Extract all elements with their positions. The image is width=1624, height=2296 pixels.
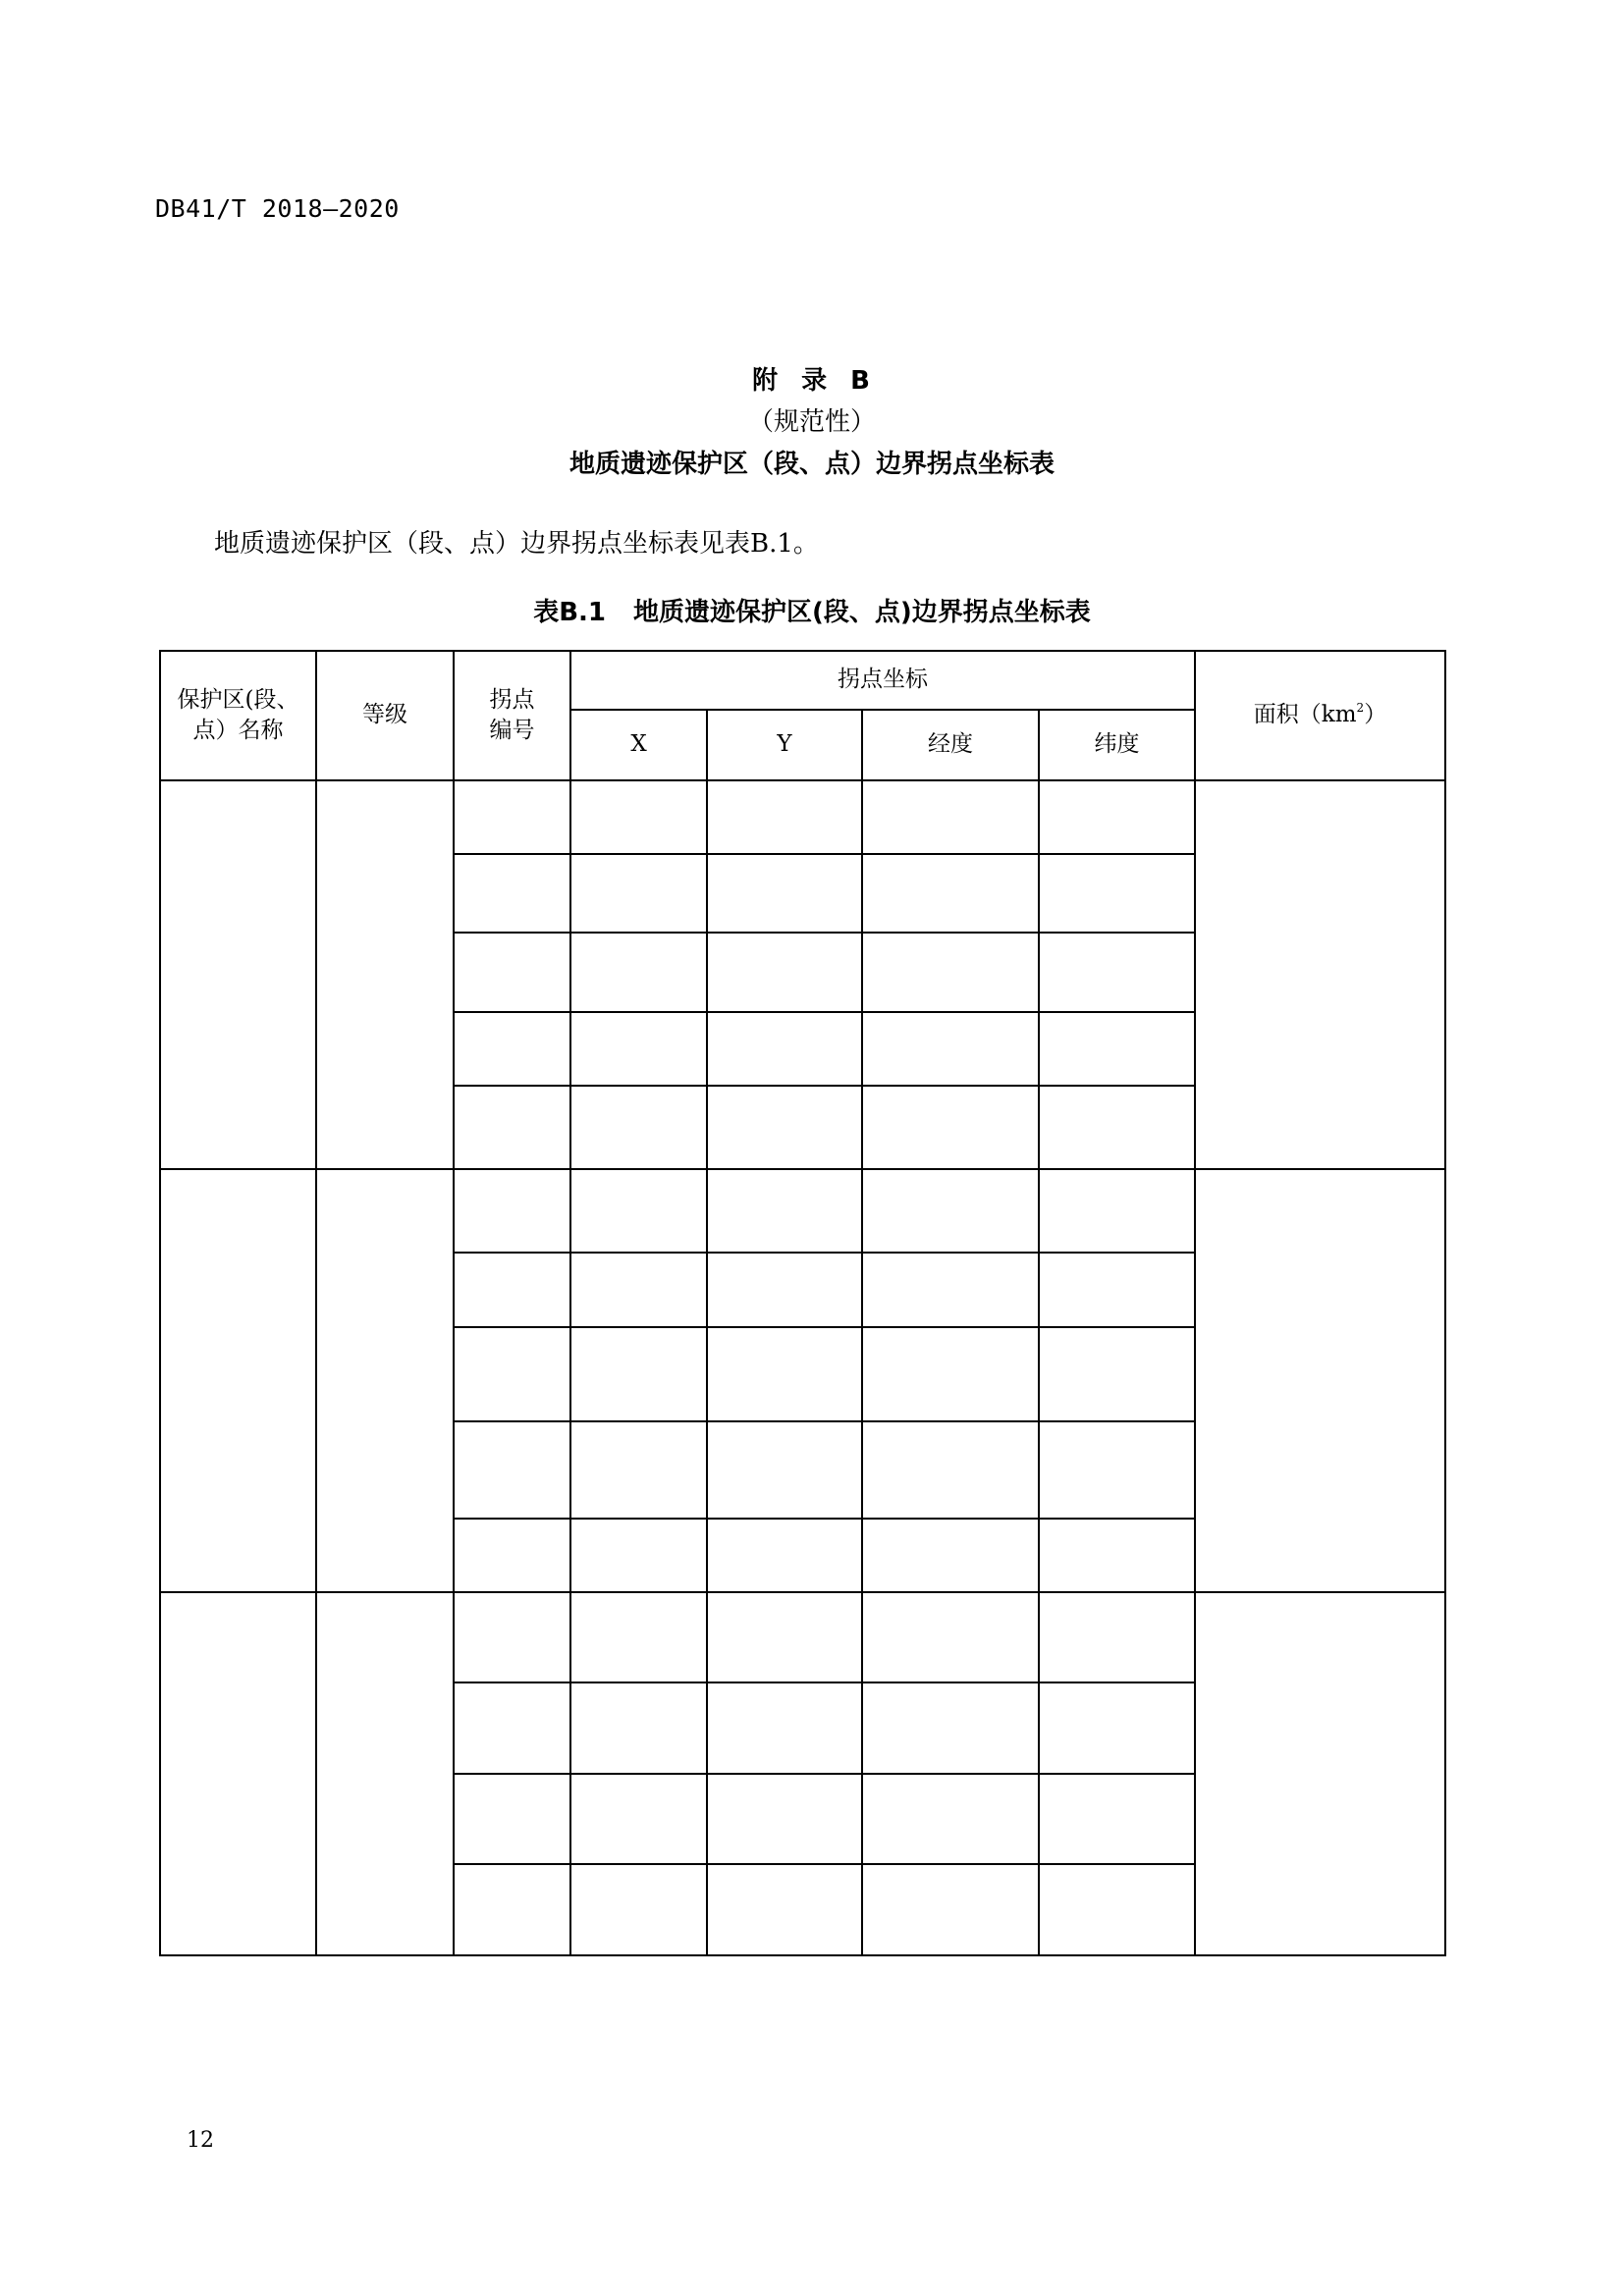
cell-y[interactable] xyxy=(707,1169,862,1253)
cell-latitude[interactable] xyxy=(1039,780,1195,854)
cell-x[interactable] xyxy=(570,1086,707,1169)
cell-latitude[interactable] xyxy=(1039,1682,1195,1774)
cell-longitude[interactable] xyxy=(862,1774,1039,1864)
cell-longitude[interactable] xyxy=(862,1086,1039,1169)
cell-x[interactable] xyxy=(570,1327,707,1421)
cell-y[interactable] xyxy=(707,1682,862,1774)
cell-x[interactable] xyxy=(570,1774,707,1864)
cell-longitude[interactable] xyxy=(862,1327,1039,1421)
cell-point-number[interactable] xyxy=(454,1592,570,1682)
appendix-title: 地质遗迹保护区（段、点）边界拐点坐标表 xyxy=(568,450,1055,479)
cell-grade[interactable] xyxy=(316,1169,454,1592)
cell-x[interactable] xyxy=(570,1864,707,1955)
cell-point-number[interactable] xyxy=(454,1169,570,1253)
cell-latitude[interactable] xyxy=(1039,854,1195,933)
appendix-label-char2: 录 xyxy=(801,366,830,396)
boundary-coordinate-table xyxy=(159,650,1446,1956)
intro-paragraph: 地质遗迹保护区（段、点）边界拐点坐标表见表B.1。 xyxy=(214,529,819,559)
table-row xyxy=(160,780,1445,854)
cell-latitude[interactable] xyxy=(1039,1012,1195,1086)
header-area-prefix: 面积（km xyxy=(1253,702,1357,728)
header-grade: 等级 xyxy=(316,651,454,780)
table-row xyxy=(160,1169,1445,1253)
cell-longitude[interactable] xyxy=(862,1592,1039,1682)
header-point-number-line1: 拐点 xyxy=(489,686,535,713)
header-zone-name-line2: 点）名称 xyxy=(192,718,284,743)
table-header-row xyxy=(160,651,1445,710)
cell-y[interactable] xyxy=(707,780,862,854)
cell-x[interactable] xyxy=(570,1682,707,1774)
cell-zone-name[interactable] xyxy=(160,780,316,1169)
cell-longitude[interactable] xyxy=(862,1864,1039,1955)
cell-point-number[interactable] xyxy=(454,933,570,1012)
cell-point-number[interactable] xyxy=(454,1774,570,1864)
cell-point-number[interactable] xyxy=(454,780,570,854)
cell-latitude[interactable] xyxy=(1039,1592,1195,1682)
page-number: 12 xyxy=(187,2128,214,2153)
cell-latitude[interactable] xyxy=(1039,1253,1195,1327)
table-row xyxy=(160,1592,1445,1682)
header-latitude: 纬度 xyxy=(1039,710,1195,780)
cell-zone-name[interactable] xyxy=(160,1169,316,1592)
cell-y[interactable] xyxy=(707,1592,862,1682)
header-zone-name-line1: 保护区(段、 xyxy=(177,686,299,713)
header-y: Y xyxy=(707,710,862,780)
cell-latitude[interactable] xyxy=(1039,1774,1195,1864)
cell-point-number[interactable] xyxy=(454,1421,570,1519)
header-zone-name xyxy=(160,651,316,780)
cell-longitude[interactable] xyxy=(862,1253,1039,1327)
cell-y[interactable] xyxy=(707,1774,862,1864)
cell-y[interactable] xyxy=(707,1864,862,1955)
cell-y[interactable] xyxy=(707,1421,862,1519)
cell-y[interactable] xyxy=(707,1012,862,1086)
cell-longitude[interactable] xyxy=(862,780,1039,854)
cell-y[interactable] xyxy=(707,1086,862,1169)
cell-y[interactable] xyxy=(707,1327,862,1421)
cell-x[interactable] xyxy=(570,1519,707,1592)
cell-x[interactable] xyxy=(570,1253,707,1327)
cell-longitude[interactable] xyxy=(862,933,1039,1012)
appendix-normative: （规范性） xyxy=(747,407,876,437)
cell-area[interactable] xyxy=(1195,780,1445,1169)
cell-x[interactable] xyxy=(570,1012,707,1086)
cell-longitude[interactable] xyxy=(862,1169,1039,1253)
cell-longitude[interactable] xyxy=(862,854,1039,933)
cell-x[interactable] xyxy=(570,1421,707,1519)
table-caption xyxy=(0,592,1624,628)
cell-point-number[interactable] xyxy=(454,1253,570,1327)
cell-longitude[interactable] xyxy=(862,1012,1039,1086)
header-longitude: 经度 xyxy=(862,710,1039,780)
cell-point-number[interactable] xyxy=(454,1327,570,1421)
header-area-suffix: ） xyxy=(1364,702,1387,728)
appendix-label xyxy=(0,360,1624,397)
cell-grade[interactable] xyxy=(316,780,454,1169)
appendix-label-char1: 附 xyxy=(752,366,781,396)
cell-x[interactable] xyxy=(570,780,707,854)
cell-point-number[interactable] xyxy=(454,1864,570,1955)
cell-zone-name[interactable] xyxy=(160,1592,316,1955)
cell-x[interactable] xyxy=(570,1592,707,1682)
cell-latitude[interactable] xyxy=(1039,1169,1195,1253)
cell-longitude[interactable] xyxy=(862,1682,1039,1774)
cell-latitude[interactable] xyxy=(1039,1519,1195,1592)
cell-x[interactable] xyxy=(570,933,707,1012)
cell-area[interactable] xyxy=(1195,1592,1445,1955)
table-caption-title: 地质遗迹保护区(段、点)边界拐点坐标表 xyxy=(633,598,1091,627)
cell-point-number[interactable] xyxy=(454,1086,570,1169)
header-area-superscript: 2 xyxy=(1356,701,1365,716)
cell-latitude[interactable] xyxy=(1039,933,1195,1012)
cell-latitude[interactable] xyxy=(1039,1421,1195,1519)
appendix-label-letter: B xyxy=(850,366,872,396)
cell-latitude[interactable] xyxy=(1039,1864,1195,1955)
header-point-number xyxy=(454,651,570,780)
cell-point-number[interactable] xyxy=(454,1012,570,1086)
header-point-number-line2: 编号 xyxy=(489,718,535,743)
cell-latitude[interactable] xyxy=(1039,1327,1195,1421)
cell-y[interactable] xyxy=(707,933,862,1012)
standard-code: DB41/T 2018—2020 xyxy=(155,194,400,223)
cell-point-number[interactable] xyxy=(454,1519,570,1592)
cell-area[interactable] xyxy=(1195,1169,1445,1592)
cell-longitude[interactable] xyxy=(862,1421,1039,1519)
cell-y[interactable] xyxy=(707,854,862,933)
header-x: X xyxy=(570,710,707,780)
cell-point-number[interactable] xyxy=(454,1682,570,1774)
header-area xyxy=(1195,651,1445,780)
table-caption-number: 表B.1 xyxy=(533,598,606,627)
cell-longitude[interactable] xyxy=(862,1519,1039,1592)
header-coordinates-group: 拐点坐标 xyxy=(570,651,1195,710)
cell-grade[interactable] xyxy=(316,1592,454,1955)
cell-y[interactable] xyxy=(707,1253,862,1327)
cell-x[interactable] xyxy=(570,854,707,933)
cell-point-number[interactable] xyxy=(454,854,570,933)
cell-x[interactable] xyxy=(570,1169,707,1253)
cell-latitude[interactable] xyxy=(1039,1086,1195,1169)
cell-y[interactable] xyxy=(707,1519,862,1592)
